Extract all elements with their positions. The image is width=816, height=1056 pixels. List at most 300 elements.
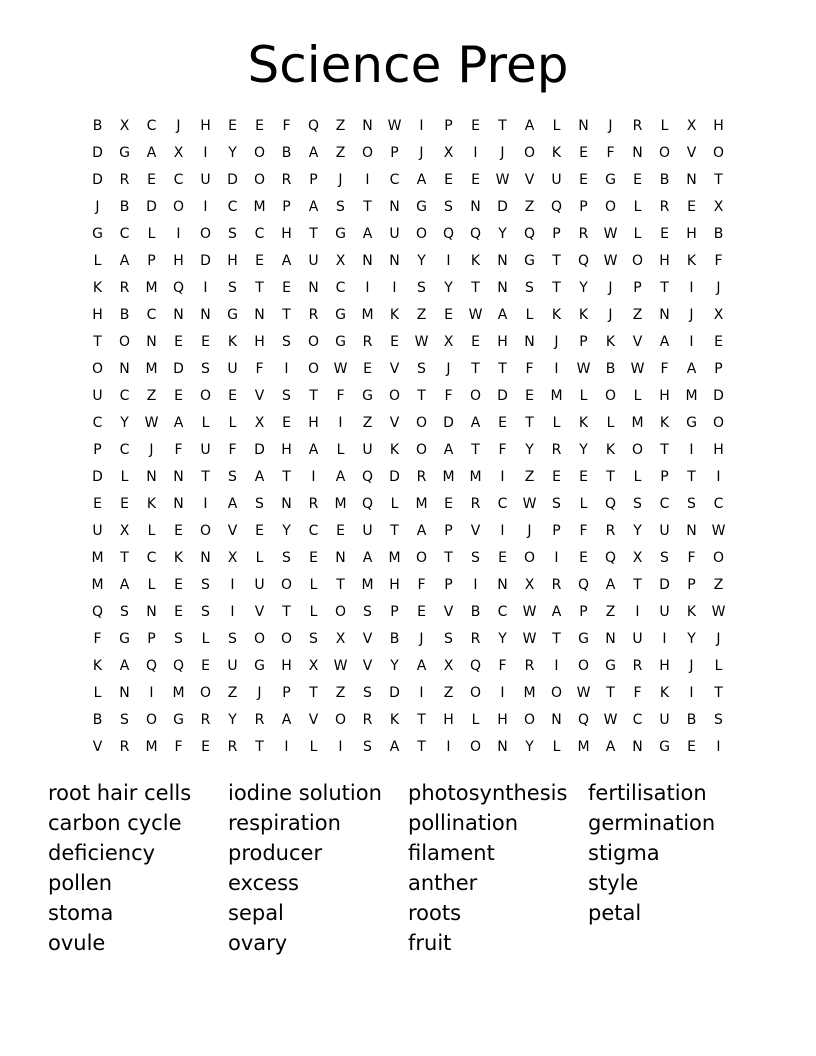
grid-letter: J — [716, 280, 721, 296]
grid-letter: A — [281, 253, 292, 269]
grid-letter: I — [446, 253, 451, 269]
grid-letter: E — [228, 388, 237, 404]
grid-letter: F — [174, 442, 183, 458]
grid-letter: K — [686, 604, 697, 620]
grid-letter: N — [362, 253, 373, 269]
grid-letter: J — [338, 172, 343, 188]
grid-letter: I — [500, 685, 505, 701]
grid-letter: R — [551, 442, 562, 458]
grid-letter: I — [473, 577, 478, 593]
grid-letter: T — [282, 469, 291, 485]
grid-letter: K — [605, 334, 616, 350]
grid-letter: R — [362, 334, 373, 350]
grid-letter: A — [443, 442, 454, 458]
grid-letter: L — [714, 658, 723, 674]
grid-letter: V — [470, 523, 481, 539]
grid-letter: M — [172, 685, 185, 701]
grid-letter: O — [523, 145, 536, 161]
word-item: anther — [408, 871, 478, 895]
grid-letter: S — [282, 334, 291, 350]
grid-letter: T — [471, 442, 480, 458]
grid-letter: M — [415, 496, 428, 512]
grid-letter: G — [335, 307, 346, 323]
grid-letter: V — [308, 712, 319, 728]
grid-letter: Q — [550, 199, 563, 215]
grid-letter: S — [552, 496, 561, 512]
grid-letter: Z — [443, 685, 454, 701]
grid-letter: P — [147, 253, 156, 269]
grid-letter: V — [227, 523, 238, 539]
grid-letter: F — [282, 118, 291, 134]
grid-letter: C — [497, 604, 508, 620]
grid-letter: N — [524, 334, 535, 350]
word-item: root hair cells — [48, 781, 192, 805]
grid-letter: X — [443, 658, 454, 674]
grid-letter: S — [228, 469, 237, 485]
grid-letter: N — [389, 253, 400, 269]
grid-letter: F — [336, 388, 345, 404]
grid-letter: I — [284, 361, 289, 377]
grid-row — [84, 518, 732, 545]
grid-letter: A — [227, 496, 238, 512]
grid-letter: N — [578, 118, 589, 134]
grid-letter: A — [308, 442, 319, 458]
grid-letter: D — [92, 145, 103, 161]
grid-letter: R — [578, 226, 589, 242]
grid-letter: N — [362, 118, 373, 134]
grid-letter: E — [255, 523, 264, 539]
grid-letter: A — [362, 550, 373, 566]
grid-letter: F — [660, 361, 669, 377]
grid-letter: N — [497, 739, 508, 755]
word-item: fertilisation — [588, 781, 707, 805]
grid-letter: I — [419, 118, 424, 134]
grid-letter: N — [497, 253, 508, 269]
grid-letter: E — [471, 118, 480, 134]
grid-letter: X — [308, 658, 319, 674]
grid-letter: A — [173, 415, 184, 431]
grid-letter: C — [92, 415, 103, 431]
grid-letter: K — [551, 145, 562, 161]
grid-row — [84, 329, 732, 356]
grid-letter: B — [470, 604, 481, 620]
grid-letter: E — [120, 496, 129, 512]
grid-letter: I — [689, 280, 694, 296]
grid-letter: I — [662, 631, 667, 647]
word-item: producer — [228, 841, 323, 865]
grid-letter: Z — [335, 118, 346, 134]
grid-letter: S — [120, 712, 129, 728]
grid-letter: R — [605, 523, 616, 539]
grid-letter: A — [362, 226, 373, 242]
grid-letter: D — [92, 469, 103, 485]
grid-letter: M — [523, 685, 536, 701]
grid-row — [84, 113, 732, 140]
grid-letter: F — [228, 442, 237, 458]
grid-letter: H — [308, 415, 319, 431]
grid-letter: L — [93, 253, 102, 269]
grid-letter: H — [713, 442, 724, 458]
grid-letter: Q — [469, 658, 482, 674]
grid-letter: I — [446, 739, 451, 755]
grid-letter: X — [632, 550, 643, 566]
word-item: pollination — [408, 811, 519, 835]
word-item: carbon cycle — [48, 811, 182, 835]
grid-letter: I — [419, 685, 424, 701]
grid-letter: A — [308, 199, 319, 215]
grid-letter: O — [469, 388, 482, 404]
grid-letter: G — [92, 226, 103, 242]
grid-letter: D — [92, 172, 103, 188]
grid-letter: S — [417, 361, 426, 377]
grid-letter: L — [390, 496, 399, 512]
grid-letter: J — [446, 361, 451, 377]
grid-letter: K — [389, 442, 400, 458]
grid-letter: C — [659, 496, 670, 512]
grid-letter: O — [712, 415, 725, 431]
grid-letter: U — [200, 442, 211, 458]
grid-letter: Q — [361, 496, 374, 512]
grid-letter: C — [173, 172, 184, 188]
grid-letter: M — [145, 739, 158, 755]
grid-letter: M — [361, 577, 374, 593]
grid-letter: H — [659, 658, 670, 674]
grid-letter: S — [228, 631, 237, 647]
grid-letter: G — [659, 739, 670, 755]
grid-letter: A — [389, 739, 400, 755]
grid-letter: W — [576, 685, 591, 701]
grid-letter: O — [712, 550, 725, 566]
grid-letter: C — [146, 307, 157, 323]
grid-letter: T — [660, 280, 669, 296]
grid-letter: E — [498, 550, 507, 566]
grid-letter: M — [469, 469, 482, 485]
page-title: Science Prep — [247, 36, 569, 94]
grid-letter: O — [604, 199, 617, 215]
grid-letter: N — [497, 280, 508, 296]
grid-letter: Y — [687, 631, 696, 647]
grid-letter: M — [577, 739, 590, 755]
grid-letter: H — [227, 253, 238, 269]
grid-letter: C — [119, 226, 130, 242]
grid-letter: L — [228, 415, 237, 431]
grid-letter: W — [603, 226, 618, 242]
grid-letter: G — [416, 199, 427, 215]
grid-letter: X — [686, 118, 697, 134]
grid-letter: F — [606, 145, 615, 161]
grid-letter: A — [470, 415, 481, 431]
grid-letter: M — [442, 469, 455, 485]
grid-letter: E — [282, 280, 291, 296]
grid-letter: M — [631, 415, 644, 431]
grid-letter: J — [608, 118, 613, 134]
grid-letter: F — [579, 523, 588, 539]
grid-letter: S — [120, 604, 129, 620]
grid-letter: I — [689, 442, 694, 458]
grid-letter: R — [551, 577, 562, 593]
grid-letter: L — [606, 415, 615, 431]
grid-letter: L — [255, 550, 264, 566]
grid-letter: J — [419, 145, 424, 161]
grid-letter: T — [498, 118, 507, 134]
grid-letter: J — [527, 523, 532, 539]
grid-letter: T — [714, 685, 723, 701]
grid-letter: J — [689, 307, 694, 323]
grid-letter: W — [522, 604, 537, 620]
grid-letter: J — [554, 334, 559, 350]
grid-letter: T — [552, 253, 561, 269]
grid-letter: K — [389, 307, 400, 323]
grid-letter: N — [497, 577, 508, 593]
grid-letter: Q — [577, 712, 590, 728]
grid-letter: Y — [579, 442, 588, 458]
grid-letter: F — [174, 739, 183, 755]
grid-letter: X — [713, 199, 724, 215]
grid-letter: I — [365, 172, 370, 188]
grid-letter: O — [253, 631, 266, 647]
grid-letter: N — [605, 631, 616, 647]
grid-letter: F — [498, 442, 507, 458]
grid-letter: N — [146, 469, 157, 485]
grid-letter: T — [417, 712, 426, 728]
grid-letter: E — [498, 415, 507, 431]
grid-letter: N — [659, 307, 670, 323]
grid-letter: E — [174, 334, 183, 350]
word-item: photosynthesis — [408, 781, 568, 805]
grid-letter: X — [443, 145, 454, 161]
grid-letter: P — [282, 685, 291, 701]
grid-letter: E — [579, 469, 588, 485]
grid-letter: N — [389, 199, 400, 215]
grid-letter: V — [686, 145, 697, 161]
grid-letter: X — [119, 118, 130, 134]
grid-letter: G — [578, 631, 589, 647]
grid-letter: Y — [444, 280, 453, 296]
grid-letter: B — [92, 118, 103, 134]
grid-letter: K — [92, 658, 103, 674]
grid-letter: U — [254, 577, 265, 593]
grid-letter: T — [552, 631, 561, 647]
grid-letter: S — [633, 496, 642, 512]
grid-letter: X — [524, 577, 535, 593]
grid-letter: X — [713, 307, 724, 323]
grid-letter: U — [659, 712, 670, 728]
grid-letter: N — [686, 523, 697, 539]
grid-letter: H — [389, 577, 400, 593]
grid-letter: B — [713, 226, 724, 242]
grid-letter: A — [551, 604, 562, 620]
grid-letter: M — [145, 280, 158, 296]
grid-letter: U — [362, 523, 373, 539]
grid-row — [84, 626, 732, 653]
grid-letter: T — [660, 442, 669, 458]
grid-letter: Q — [172, 280, 185, 296]
grid-letter: O — [469, 685, 482, 701]
grid-letter: S — [282, 388, 291, 404]
grid-letter: N — [632, 739, 643, 755]
grid-letter: E — [309, 550, 318, 566]
grid-letter: Q — [604, 496, 617, 512]
grid-letter: T — [417, 739, 426, 755]
grid-letter: I — [635, 604, 640, 620]
grid-letter: E — [336, 523, 345, 539]
grid-letter: L — [93, 685, 102, 701]
grid-letter: O — [658, 145, 671, 161]
grid-letter: J — [419, 631, 424, 647]
grid-letter: K — [605, 442, 616, 458]
grid-letter: S — [417, 280, 426, 296]
word-item: iodine solution — [228, 781, 382, 805]
word-item: germination — [588, 811, 716, 835]
grid-letter: O — [199, 523, 212, 539]
grid-letter: G — [605, 172, 616, 188]
grid-row — [84, 545, 732, 572]
word-column — [408, 778, 588, 958]
grid-letter: I — [716, 739, 721, 755]
grid-letter: Z — [146, 388, 157, 404]
grid-letter: J — [689, 658, 694, 674]
grid-letter: E — [687, 739, 696, 755]
grid-letter: R — [470, 631, 481, 647]
grid-letter: N — [254, 307, 265, 323]
grid-letter: A — [119, 253, 130, 269]
grid-letter: U — [227, 361, 238, 377]
grid-letter: P — [282, 199, 291, 215]
word-item: excess — [228, 871, 299, 895]
grid-letter: U — [632, 631, 643, 647]
grid-letter: O — [469, 739, 482, 755]
grid-letter: E — [417, 604, 426, 620]
grid-letter: Z — [362, 415, 373, 431]
grid-letter: Q — [172, 658, 185, 674]
grid-letter: O — [415, 415, 428, 431]
grid-letter: O — [253, 145, 266, 161]
grid-letter: T — [498, 361, 507, 377]
grid-letter: B — [119, 199, 130, 215]
grid-letter: T — [120, 550, 129, 566]
grid-letter: I — [203, 280, 208, 296]
grid-letter: V — [362, 658, 373, 674]
grid-letter: D — [227, 172, 238, 188]
grid-letter: Q — [145, 658, 158, 674]
grid-letter: T — [93, 334, 102, 350]
grid-letter: S — [471, 550, 480, 566]
grid-letter: U — [551, 172, 562, 188]
grid-letter: I — [392, 280, 397, 296]
word-item: pollen — [48, 871, 113, 895]
grid-letter: B — [389, 631, 400, 647]
grid-letter: S — [255, 496, 264, 512]
grid-letter: D — [497, 388, 508, 404]
grid-letter: W — [333, 658, 348, 674]
grid-letter: V — [92, 739, 103, 755]
grid-letter: M — [334, 496, 347, 512]
grid-letter: K — [92, 280, 103, 296]
grid-row — [84, 194, 732, 221]
grid-letter: A — [335, 469, 346, 485]
grid-letter: O — [334, 712, 347, 728]
word-item: ovule — [48, 931, 106, 955]
word-item: petal — [588, 901, 642, 925]
grid-letter: S — [714, 712, 723, 728]
grid-letter: A — [119, 577, 130, 593]
grid-letter: O — [388, 388, 401, 404]
grid-letter: H — [200, 118, 211, 134]
grid-letter: U — [659, 604, 670, 620]
grid-letter: L — [309, 604, 318, 620]
grid-letter: A — [497, 307, 508, 323]
grid-letter: Z — [227, 685, 238, 701]
grid-letter: Y — [417, 253, 426, 269]
grid-letter: J — [500, 145, 505, 161]
grid-letter: E — [687, 199, 696, 215]
grid-letter: L — [120, 469, 129, 485]
grid-row — [84, 707, 732, 734]
grid-letter: V — [254, 604, 265, 620]
grid-letter: A — [146, 145, 157, 161]
grid-letter: O — [550, 685, 563, 701]
grid-letter: K — [659, 685, 670, 701]
grid-letter: C — [335, 280, 346, 296]
grid-letter: E — [93, 496, 102, 512]
grid-letter: D — [389, 685, 400, 701]
grid-letter: L — [525, 307, 534, 323]
grid-letter: G — [119, 145, 130, 161]
grid-letter: Q — [604, 550, 617, 566]
word-item: stigma — [588, 841, 660, 865]
grid-letter: N — [551, 712, 562, 728]
grid-row — [84, 491, 732, 518]
grid-letter: E — [579, 172, 588, 188]
grid-letter: K — [146, 496, 157, 512]
grid-letter: L — [147, 523, 156, 539]
grid-row — [84, 221, 732, 248]
grid-letter: H — [659, 253, 670, 269]
grid-letter: K — [551, 307, 562, 323]
grid-letter: W — [144, 415, 159, 431]
grid-letter: B — [119, 307, 130, 323]
grid-letter: N — [632, 145, 643, 161]
word-item: roots — [408, 901, 462, 925]
grid-letter: M — [145, 361, 158, 377]
grid-row — [84, 140, 732, 167]
grid-letter: E — [201, 739, 210, 755]
grid-letter: O — [199, 685, 212, 701]
grid-letter: M — [253, 199, 266, 215]
grid-letter: T — [444, 550, 453, 566]
grid-letter: I — [554, 658, 559, 674]
grid-letter: W — [495, 172, 510, 188]
grid-letter: O — [631, 442, 644, 458]
grid-letter: Y — [228, 712, 237, 728]
grid-letter: D — [200, 253, 211, 269]
grid-row — [84, 572, 732, 599]
grid-letter: T — [336, 577, 345, 593]
word-column — [588, 778, 768, 958]
grid-letter: C — [497, 496, 508, 512]
grid-letter: C — [227, 199, 238, 215]
grid-letter: W — [603, 712, 618, 728]
grid-letter: G — [335, 226, 346, 242]
grid-letter: N — [146, 334, 157, 350]
grid-letter: F — [417, 577, 426, 593]
grid-letter: W — [414, 334, 429, 350]
grid-letter: P — [714, 361, 723, 377]
grid-letter: T — [552, 280, 561, 296]
grid-letter: O — [415, 550, 428, 566]
grid-letter: V — [362, 631, 373, 647]
grid-letter: N — [173, 496, 184, 512]
